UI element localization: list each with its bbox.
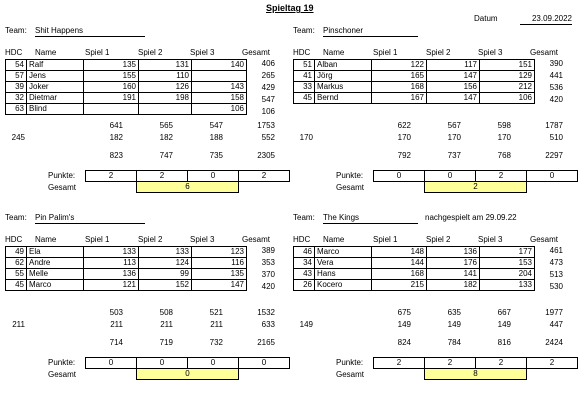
hdc-total: 552: [261, 133, 275, 142]
cell-s1: 155: [84, 71, 139, 82]
sum-s2: 635: [447, 308, 461, 317]
hdc-s2: 211: [160, 320, 173, 329]
cell-s3: 143: [192, 82, 247, 93]
points-row: [86, 171, 290, 182]
page-title: Spieltag 19: [266, 3, 314, 13]
cell-s1: 148: [372, 247, 427, 258]
gesamt-blank: [239, 182, 290, 193]
cell-s1: 113: [84, 258, 139, 269]
final-s1: 824: [397, 338, 411, 347]
cell-hdc: 46: [294, 247, 315, 258]
final-s2: 784: [447, 338, 461, 347]
player-total: 390: [549, 59, 563, 68]
team-name: Pinschoner: [323, 26, 418, 37]
header-hdc: HDC: [293, 235, 311, 244]
cell-s2: 110: [139, 71, 192, 82]
hdc-total: 149: [299, 320, 313, 329]
gesamt-blank: [374, 369, 425, 380]
points-cell: 2: [476, 358, 527, 369]
cell-s3: 204: [480, 269, 535, 280]
header-gesamt: Gesamt: [530, 235, 559, 244]
hdc-s2: 149: [447, 320, 461, 329]
cell-hdc: 63: [6, 104, 27, 115]
sum-s1: 641: [109, 121, 123, 130]
cell-hdc: 57: [6, 71, 27, 82]
cell-s1: 121: [84, 280, 139, 291]
sum-s3: 667: [497, 308, 511, 317]
player-total: 406: [261, 59, 275, 68]
points-cell: 2: [425, 358, 476, 369]
hdc-total: 633: [261, 320, 275, 329]
table-row: [6, 82, 247, 93]
final-s3: 816: [497, 338, 511, 347]
cell-hdc: 62: [6, 258, 27, 269]
cell-s1: 133: [84, 247, 139, 258]
cell-s1: [84, 104, 139, 115]
cell-hdc: 55: [6, 269, 27, 280]
cell-s2: 182: [427, 280, 480, 291]
header-spiel2: Spiel 2: [426, 48, 451, 57]
team-label: Team:: [5, 26, 27, 35]
points-row: [86, 358, 290, 369]
hdc-s1: 182: [109, 133, 123, 142]
player-total: 429: [261, 83, 275, 92]
header-spiel3: Spiel 3: [190, 48, 215, 57]
cell-name: Vera: [315, 258, 372, 269]
gesamt-row: [374, 182, 578, 193]
sum-s2: 567: [447, 121, 461, 130]
cell-name: Bernd: [315, 93, 372, 104]
header-spiel2: Spiel 2: [138, 235, 163, 244]
player-total: 473: [549, 258, 563, 267]
table-row: [294, 93, 535, 104]
hdc-total: 245: [11, 133, 25, 142]
header-spiel1: Spiel 1: [85, 48, 110, 57]
player-total: 536: [549, 83, 563, 92]
player-total: 353: [261, 258, 275, 267]
cell-name: Joker: [27, 82, 84, 93]
cell-s3: 153: [480, 258, 535, 269]
punkte-label: Punkte:: [48, 358, 76, 367]
cell-hdc: 45: [294, 93, 315, 104]
points-cell: 0: [86, 358, 137, 369]
cell-s1: 167: [372, 93, 427, 104]
cell-name: Jens: [27, 71, 84, 82]
cell-s2: 126: [139, 82, 192, 93]
points-cell: 2: [476, 171, 527, 182]
cell-s3: 116: [192, 258, 247, 269]
points-cell: 2: [239, 171, 290, 182]
cell-s3: 177: [480, 247, 535, 258]
cell-s3: 106: [480, 93, 535, 104]
hdc-total: 211: [12, 320, 25, 329]
team-label: Team:: [5, 213, 27, 222]
header-gesamt: Gesamt: [242, 48, 271, 57]
gesamt-blank: [374, 182, 425, 193]
cell-s2: 198: [139, 93, 192, 104]
points-table: [85, 357, 290, 380]
table-row: [6, 258, 247, 269]
gesamt-blank: [86, 182, 137, 193]
final-s1: 792: [397, 151, 411, 160]
header-gesamt: Gesamt: [242, 235, 271, 244]
cell-s3: 106: [192, 104, 247, 115]
header-spiel3: Spiel 3: [478, 235, 503, 244]
sum-total: 1753: [257, 121, 275, 130]
header-gesamt: Gesamt: [530, 48, 559, 57]
header-spiel2: Spiel 2: [138, 48, 163, 57]
header-spiel3: Spiel 3: [190, 235, 215, 244]
cell-name: Jörg: [315, 71, 372, 82]
hdc-s3: 149: [497, 320, 511, 329]
gesamt-blank: [239, 369, 290, 380]
player-table: [5, 246, 247, 291]
date-label: Datum: [474, 14, 498, 23]
final-total: 2424: [545, 338, 563, 347]
cell-name: Melle: [27, 269, 84, 280]
player-total: 389: [261, 246, 275, 255]
header-spiel1: Spiel 1: [85, 235, 110, 244]
sum-s1: 675: [397, 308, 411, 317]
cell-hdc: 32: [6, 93, 27, 104]
cell-s1: 144: [372, 258, 427, 269]
player-total: 420: [261, 282, 275, 291]
sum-total: 1787: [545, 121, 563, 130]
cell-s3: 147: [192, 280, 247, 291]
cell-s2: 147: [427, 93, 480, 104]
player-total: 530: [549, 282, 563, 291]
cell-s3: 129: [480, 71, 535, 82]
cell-s2: 133: [139, 247, 192, 258]
team-name: Shit Happens: [35, 26, 145, 37]
cell-s2: 124: [139, 258, 192, 269]
gesamt-row: [374, 369, 578, 380]
header-hdc: HDC: [293, 48, 311, 57]
gesamt-points: 6: [137, 182, 239, 193]
final-total: 2305: [257, 151, 275, 160]
cell-s2: 99: [139, 269, 192, 280]
gesamt-row: [86, 182, 290, 193]
cell-hdc: 41: [294, 71, 315, 82]
points-cell: 0: [137, 358, 188, 369]
sum-s1: 622: [397, 121, 411, 130]
points-cell: 2: [527, 358, 578, 369]
cell-hdc: 45: [6, 280, 27, 291]
hdc-total: 447: [549, 320, 563, 329]
final-s2: 737: [447, 151, 461, 160]
player-total: 420: [549, 95, 563, 104]
cell-name: Hans: [315, 269, 372, 280]
sum-s2: 508: [159, 308, 173, 317]
cell-hdc: 26: [294, 280, 315, 291]
points-cell: 2: [86, 171, 137, 182]
gesamt-blank: [527, 369, 578, 380]
team-name: Pin Palim's: [35, 213, 145, 224]
header-spiel2: Spiel 2: [426, 235, 451, 244]
sum-total: 1977: [545, 308, 563, 317]
team-label: Team:: [293, 26, 315, 35]
cell-name: Markus: [315, 82, 372, 93]
cell-s3: 151: [480, 60, 535, 71]
table-row: [294, 247, 535, 258]
sum-s3: 521: [209, 308, 223, 317]
table-row: [6, 104, 247, 115]
table-row: [294, 258, 535, 269]
table-row: [294, 60, 535, 71]
gesamt-points: 8: [425, 369, 527, 380]
cell-s3: 212: [480, 82, 535, 93]
sum-s3: 598: [497, 121, 511, 130]
cell-s1: 165: [372, 71, 427, 82]
final-s2: 747: [159, 151, 173, 160]
cell-s2: 136: [427, 247, 480, 258]
sum-s1: 503: [109, 308, 123, 317]
cell-hdc: 39: [6, 82, 27, 93]
cell-name: Andre: [27, 258, 84, 269]
cell-s1: 168: [372, 269, 427, 280]
hdc-s3: 170: [497, 133, 511, 142]
player-total: 513: [549, 270, 563, 279]
final-total: 2165: [257, 338, 275, 347]
gesamt-points: 2: [425, 182, 527, 193]
cell-s3: 140: [192, 60, 247, 71]
punkte-label: Punkte:: [48, 171, 76, 180]
final-total: 2297: [545, 151, 563, 160]
cell-s1: 160: [84, 82, 139, 93]
date-value: 23.09.2022: [520, 14, 572, 25]
gesamt-row: [86, 369, 290, 380]
final-s3: 768: [497, 151, 511, 160]
cell-s1: 191: [84, 93, 139, 104]
team-name: The Kings: [323, 213, 418, 224]
cell-s2: 156: [427, 82, 480, 93]
team-label: Team:: [293, 213, 315, 222]
points-cell: 0: [527, 171, 578, 182]
points-cell: 0: [425, 171, 476, 182]
table-row: [6, 269, 247, 280]
cell-s1: 168: [372, 82, 427, 93]
hdc-total: 170: [299, 133, 313, 142]
cell-hdc: 54: [6, 60, 27, 71]
cell-name: Dietmar: [27, 93, 84, 104]
cell-name: Ralf: [27, 60, 84, 71]
hdc-s2: 182: [159, 133, 173, 142]
gesamt-label: Gesamt: [48, 183, 77, 192]
header-name: Name: [35, 235, 57, 244]
player-total: 370: [261, 270, 275, 279]
table-row: [6, 247, 247, 258]
final-s1: 714: [109, 338, 123, 347]
sum-s2: 565: [159, 121, 173, 130]
table-row: [6, 71, 247, 82]
hdc-s3: 211: [210, 320, 223, 329]
cell-name: Marco: [27, 280, 84, 291]
cell-s2: 152: [139, 280, 192, 291]
cell-name: Ela: [27, 247, 84, 258]
cell-hdc: 43: [294, 269, 315, 280]
points-cell: 0: [374, 171, 425, 182]
points-row: [374, 358, 578, 369]
team-note: nachgespielt am 29.09.22: [425, 213, 517, 222]
player-total: 461: [549, 246, 563, 255]
final-s3: 735: [209, 151, 223, 160]
cell-hdc: 51: [294, 60, 315, 71]
header-spiel1: Spiel 1: [373, 48, 398, 57]
hdc-s1: 170: [397, 133, 411, 142]
cell-s2: 176: [427, 258, 480, 269]
final-s3: 732: [209, 338, 223, 347]
hdc-s1: 149: [397, 320, 411, 329]
cell-hdc: 49: [6, 247, 27, 258]
cell-name: Marco: [315, 247, 372, 258]
cell-s1: 122: [372, 60, 427, 71]
cell-s1: 215: [372, 280, 427, 291]
table-row: [6, 280, 247, 291]
header-spiel1: Spiel 1: [373, 235, 398, 244]
points-cell: 2: [137, 171, 188, 182]
table-row: [6, 93, 247, 104]
table-row: [294, 269, 535, 280]
player-total: 106: [261, 107, 275, 116]
table-row: [294, 280, 535, 291]
points-cell: 0: [239, 358, 290, 369]
cell-s1: 135: [84, 60, 139, 71]
points-cell: 2: [374, 358, 425, 369]
header-spiel3: Spiel 3: [478, 48, 503, 57]
player-total: 441: [549, 71, 563, 80]
cell-s3: 135: [192, 269, 247, 280]
table-row: [6, 60, 247, 71]
player-table: [293, 59, 535, 104]
cell-s2: 147: [427, 71, 480, 82]
sum-total: 1532: [257, 308, 275, 317]
header-name: Name: [323, 48, 345, 57]
table-row: [294, 82, 535, 93]
player-total: 265: [261, 71, 275, 80]
cell-s3: 158: [192, 93, 247, 104]
player-table: [293, 246, 535, 291]
player-table: [5, 59, 247, 115]
points-cell: 0: [188, 171, 239, 182]
final-s1: 823: [109, 151, 123, 160]
header-hdc: HDC: [5, 235, 23, 244]
cell-name: Blind: [27, 104, 84, 115]
points-cell: 0: [188, 358, 239, 369]
hdc-total: 510: [549, 133, 563, 142]
cell-s2: 117: [427, 60, 480, 71]
player-total: 547: [261, 95, 275, 104]
gesamt-label: Gesamt: [48, 370, 77, 379]
table-row: [294, 71, 535, 82]
hdc-s1: 211: [110, 320, 123, 329]
gesamt-points: 0: [137, 369, 239, 380]
hdc-s2: 170: [447, 133, 461, 142]
header-hdc: HDC: [5, 48, 23, 57]
cell-hdc: 33: [294, 82, 315, 93]
gesamt-blank: [527, 182, 578, 193]
cell-hdc: 34: [294, 258, 315, 269]
header-name: Name: [35, 48, 57, 57]
hdc-s3: 188: [209, 133, 223, 142]
cell-s2: 131: [139, 60, 192, 71]
points-table: [373, 170, 578, 193]
cell-s2: [139, 104, 192, 115]
cell-name: Alban: [315, 60, 372, 71]
punkte-label: Punkte:: [336, 358, 364, 367]
punkte-label: Punkte:: [336, 171, 364, 180]
cell-name: Kocero: [315, 280, 372, 291]
cell-s3: 133: [480, 280, 535, 291]
points-table: [85, 170, 290, 193]
cell-s2: 141: [427, 269, 480, 280]
gesamt-label: Gesamt: [336, 370, 365, 379]
header-name: Name: [323, 235, 345, 244]
final-s2: 719: [159, 338, 173, 347]
gesamt-blank: [86, 369, 137, 380]
cell-s1: 136: [84, 269, 139, 280]
gesamt-label: Gesamt: [336, 183, 365, 192]
points-row: [374, 171, 578, 182]
sum-s3: 547: [209, 121, 223, 130]
points-table: [373, 357, 578, 380]
cell-s3: 123: [192, 247, 247, 258]
